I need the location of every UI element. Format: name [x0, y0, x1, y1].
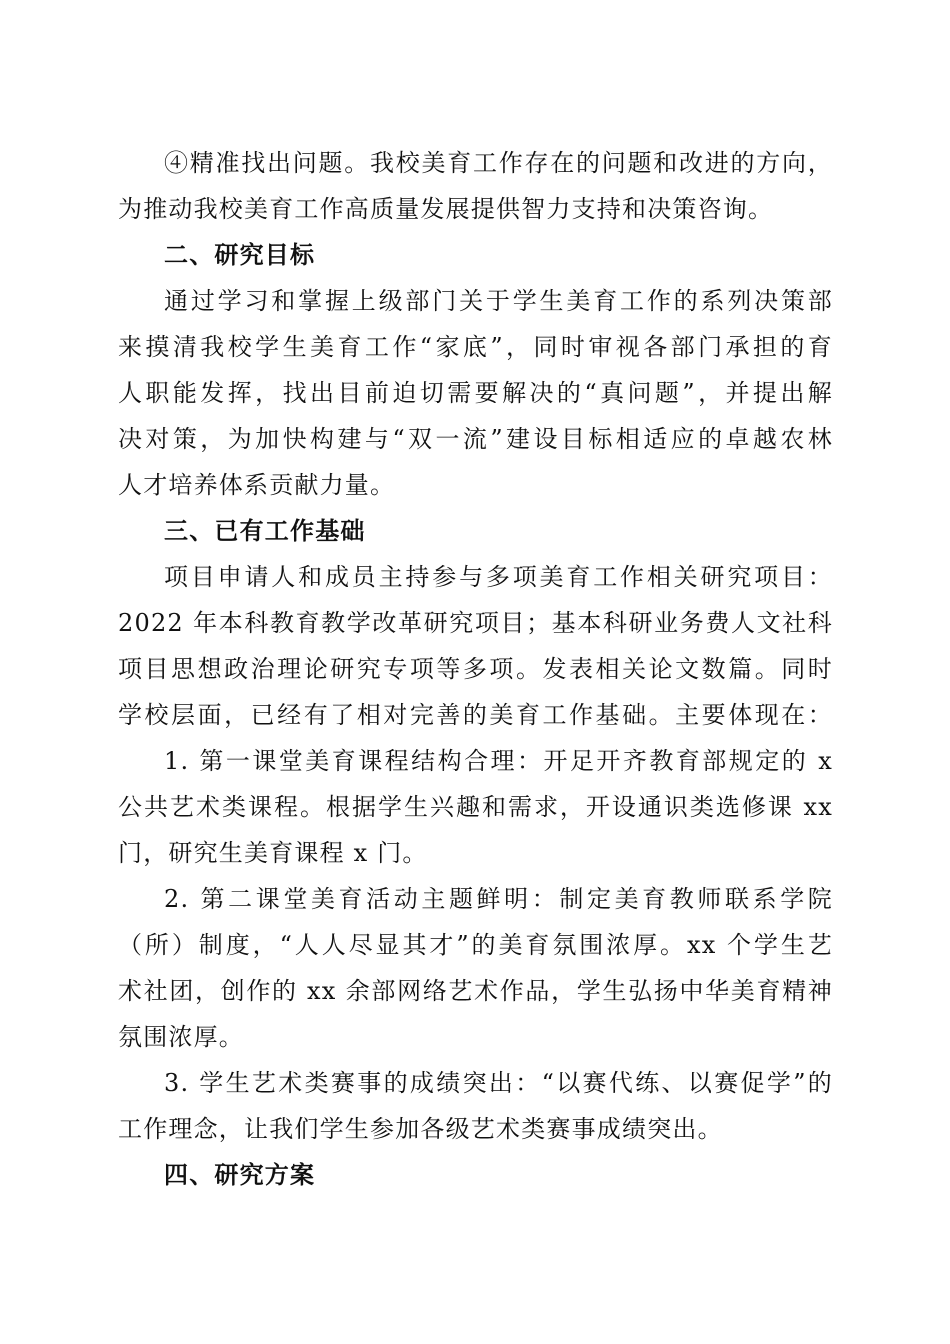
document-page	[118, 140, 833, 1198]
list-item-line: 门，研究生美育课程 x 门。	[118, 839, 428, 867]
paragraph-line: ④精准找出问题。我校美育工作存在的问题和改进的方向，	[164, 149, 833, 177]
list-item-line: 公共艺术类课程。根据学生兴趣和需求，开设通识类选修课 xx	[118, 793, 833, 821]
section-heading-research-plan: 四、研究方案	[164, 1161, 316, 1189]
paragraph-line: 决对策，为加快构建与“双一流”建设目标相适应的卓越农林	[118, 425, 833, 453]
list-item-line: 3. 学生艺术类赛事的成绩突出：“以赛代练、以赛促学”的	[164, 1069, 833, 1097]
paragraph-line: 人才培养体系贡献力量。	[118, 471, 396, 499]
section-heading-work-foundation: 三、已有工作基础	[164, 517, 366, 545]
paragraph-line: 来摸清我校学生美育工作“家底”，同时审视各部门承担的育	[118, 333, 833, 361]
paragraph-line: 人职能发挥，找出目前迫切需要解决的“真问题”，并提出解	[118, 379, 833, 407]
list-item-line: （所）制度，“人人尽显其才”的美育氛围浓厚。xx 个学生艺	[118, 931, 833, 959]
list-item-line: 术社团，创作的 xx 余部网络艺术作品，学生弘扬中华美育精神	[118, 977, 833, 1005]
section-heading-research-goal: 二、研究目标	[164, 241, 316, 269]
paragraph-line: 项目申请人和成员主持参与多项美育工作相关研究项目：	[164, 563, 833, 591]
paragraph-line: 项目思想政治理论研究专项等多项。发表相关论文数篇。同时	[118, 655, 833, 683]
paragraph-line: 通过学习和掌握上级部门关于学生美育工作的系列决策部	[164, 287, 833, 315]
list-item-line: 1. 第一课堂美育课程结构合理：开足开齐教育部规定的 x	[164, 747, 833, 775]
paragraph-line: 2022 年本科教育教学改革研究项目；基本科研业务费人文社科	[118, 609, 833, 637]
list-item-line: 氛围浓厚。	[118, 1023, 244, 1051]
paragraph-line: 为推动我校美育工作高质量发展提供智力支持和决策咨询。	[118, 195, 774, 223]
paragraph-line: 学校层面，已经有了相对完善的美育工作基础。主要体现在：	[118, 701, 833, 729]
list-item-line: 工作理念，让我们学生参加各级艺术类赛事成绩突出。	[118, 1115, 723, 1143]
list-item-line: 2. 第二课堂美育活动主题鲜明：制定美育教师联系学院	[164, 885, 833, 913]
